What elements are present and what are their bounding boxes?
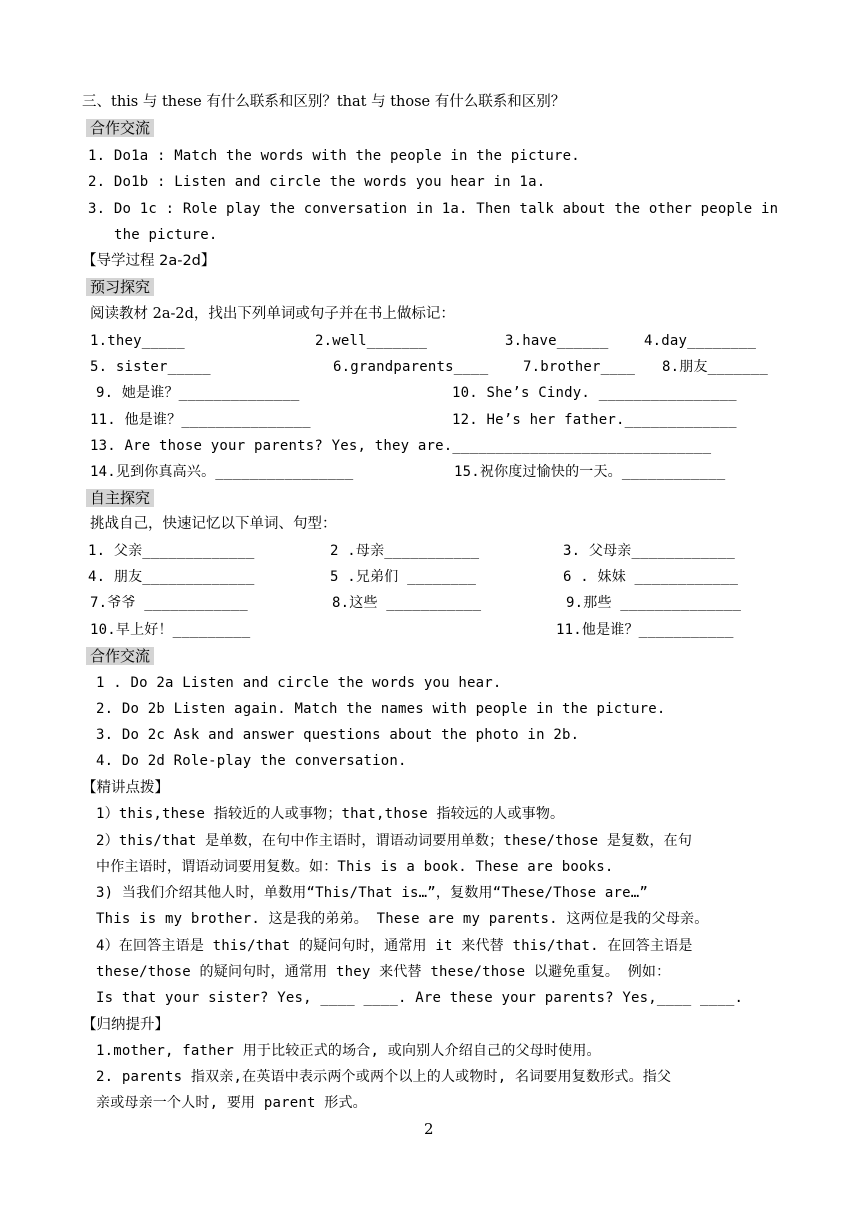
self-item-6: 6 . 妹妹 ____________: [563, 569, 739, 585]
preview-item-3: 3.have______: [505, 333, 609, 349]
self-heading: [86, 488, 154, 509]
self-item-3: 3. 父母亲____________: [563, 543, 736, 559]
preview-intro: 阅读教材 2a-2d，找出下列单词或句子并在书上做标记：: [90, 306, 455, 322]
coop2-heading-text: 合作交流: [86, 647, 154, 665]
section3-question: 三、this 与 these 有什么联系和区别？that 与 those 有什么联系和区别？: [82, 94, 566, 110]
explain-line-8: Is that your sister? Yes, ____ ____. Are these your parents? Yes,____ ____.: [96, 990, 744, 1006]
preview-item-2: 2.well_______: [315, 333, 428, 349]
self-heading-text: 自主探究: [86, 489, 154, 507]
preview-item-9: 9. 她是谁？______________: [96, 385, 300, 401]
preview-item-11: 11. 他是谁？_______________: [90, 412, 311, 428]
coop1-heading: [86, 118, 154, 139]
self-item-10: 10.早上好！_________: [90, 622, 251, 638]
coop1-item-2: 2. Do1b : Listen and circle the words you hear in 1a.: [88, 174, 546, 190]
explain-line-7: these/those 的疑问句时，通常用 they 来代替 these/those 以避免重复。 例如：: [96, 964, 671, 980]
preview-item-14: 14.见到你真高兴。________________: [90, 464, 354, 480]
coop2-item-2: 2. Do 2b Listen again. Match the names with people in the picture.: [96, 701, 666, 717]
preview-item-8: 8.朋友_______: [662, 359, 769, 375]
self-item-5: 5 .兄弟们 ________: [330, 569, 477, 585]
summary-line-2: 2. parents 指双亲,在英语中表示两个或两个以上的人或物时, 名词要用复数形式。指父: [96, 1069, 672, 1085]
preview-item-12: 12. He’s her father._____________: [452, 412, 737, 428]
self-item-9: 9.那些 ______________: [566, 595, 742, 611]
preview-item-15: 15.祝你度过愉快的一天。____________: [454, 464, 726, 480]
self-item-8: 8.这些 ___________: [332, 595, 482, 611]
preview-item-7: 7.brother____: [523, 359, 636, 375]
guide-heading: 【导学过程 2a-2d】: [82, 253, 216, 269]
page-number: 2: [424, 1120, 434, 1138]
self-item-4: 4. 朋友_____________: [88, 569, 255, 585]
coop1-item-3-cont: the picture.: [114, 227, 218, 243]
explain-line-1: 1）this,these 指较近的人或事物；that,those 指较远的人或事物。: [96, 806, 565, 822]
coop1-item-3: 3. Do 1c : Role play the conversation in 1a. Then talk about the other people in: [88, 201, 779, 217]
coop2-item-1: 1 . Do 2a Listen and circle the words you hear.: [96, 675, 502, 691]
coop2-item-4: 4. Do 2d Role-play the conversation.: [96, 753, 407, 769]
self-item-2: 2 .母亲___________: [330, 543, 480, 559]
preview-item-10: 10. She’s Cindy. ________________: [452, 385, 737, 401]
self-item-11: 11.他是谁？___________: [556, 622, 734, 638]
coop2-heading: [86, 646, 154, 667]
preview-item-13: 13. Are those your parents? Yes, they are.______________________________: [90, 438, 712, 454]
explain-line-2: 2）this/that 是单数，在句中作主语时，谓语动词要用单数；these/those 是复数，在句: [96, 833, 693, 849]
coop1-item-1: 1. Do1a : Match the words with the people in the picture.: [88, 148, 580, 164]
self-intro: 挑战自己，快速记忆以下单词、句型：: [90, 516, 337, 532]
explain-line-6: 4）在回答主语是 this/that 的疑问句时，通常用 it 来代替 this/that. 在回答主语是: [96, 938, 693, 954]
summary-heading: 【归纳提升】: [82, 1017, 169, 1033]
coop1-heading-text: 合作交流: [86, 119, 154, 137]
summary-line-3: 亲或母亲一个人时, 要用 parent 形式。: [96, 1095, 367, 1111]
preview-heading: [86, 277, 154, 298]
summary-line-1: 1.mother, father 用于比较正式的场合, 或向别人介绍自己的父母时使用。: [96, 1043, 601, 1059]
preview-item-4: 4.day________: [644, 333, 757, 349]
preview-item-1: 1.they_____: [90, 333, 185, 349]
preview-item-5: 5. sister_____: [90, 359, 211, 375]
coop2-item-3: 3. Do 2c Ask and answer questions about the photo in 2b.: [96, 727, 580, 743]
preview-item-6: 6.grandparents____: [333, 359, 489, 375]
explain-line-3: 中作主语时，谓语动词要用复数。如：This is a book. These are books.: [96, 859, 614, 875]
preview-heading-text: 预习探究: [86, 278, 154, 296]
explain-line-5: This is my brother. 这是我的弟弟。 These are my parents. 这两位是我的父母亲。: [96, 911, 709, 927]
explain-heading: 【精讲点拨】: [82, 780, 169, 796]
self-item-1: 1. 父亲_____________: [88, 543, 255, 559]
self-item-7: 7.爷爷 ____________: [90, 595, 248, 611]
explain-line-4: 3) 当我们介绍其他人时，单数用“This/That is…”，复数用“These/Those are…”: [96, 885, 649, 901]
